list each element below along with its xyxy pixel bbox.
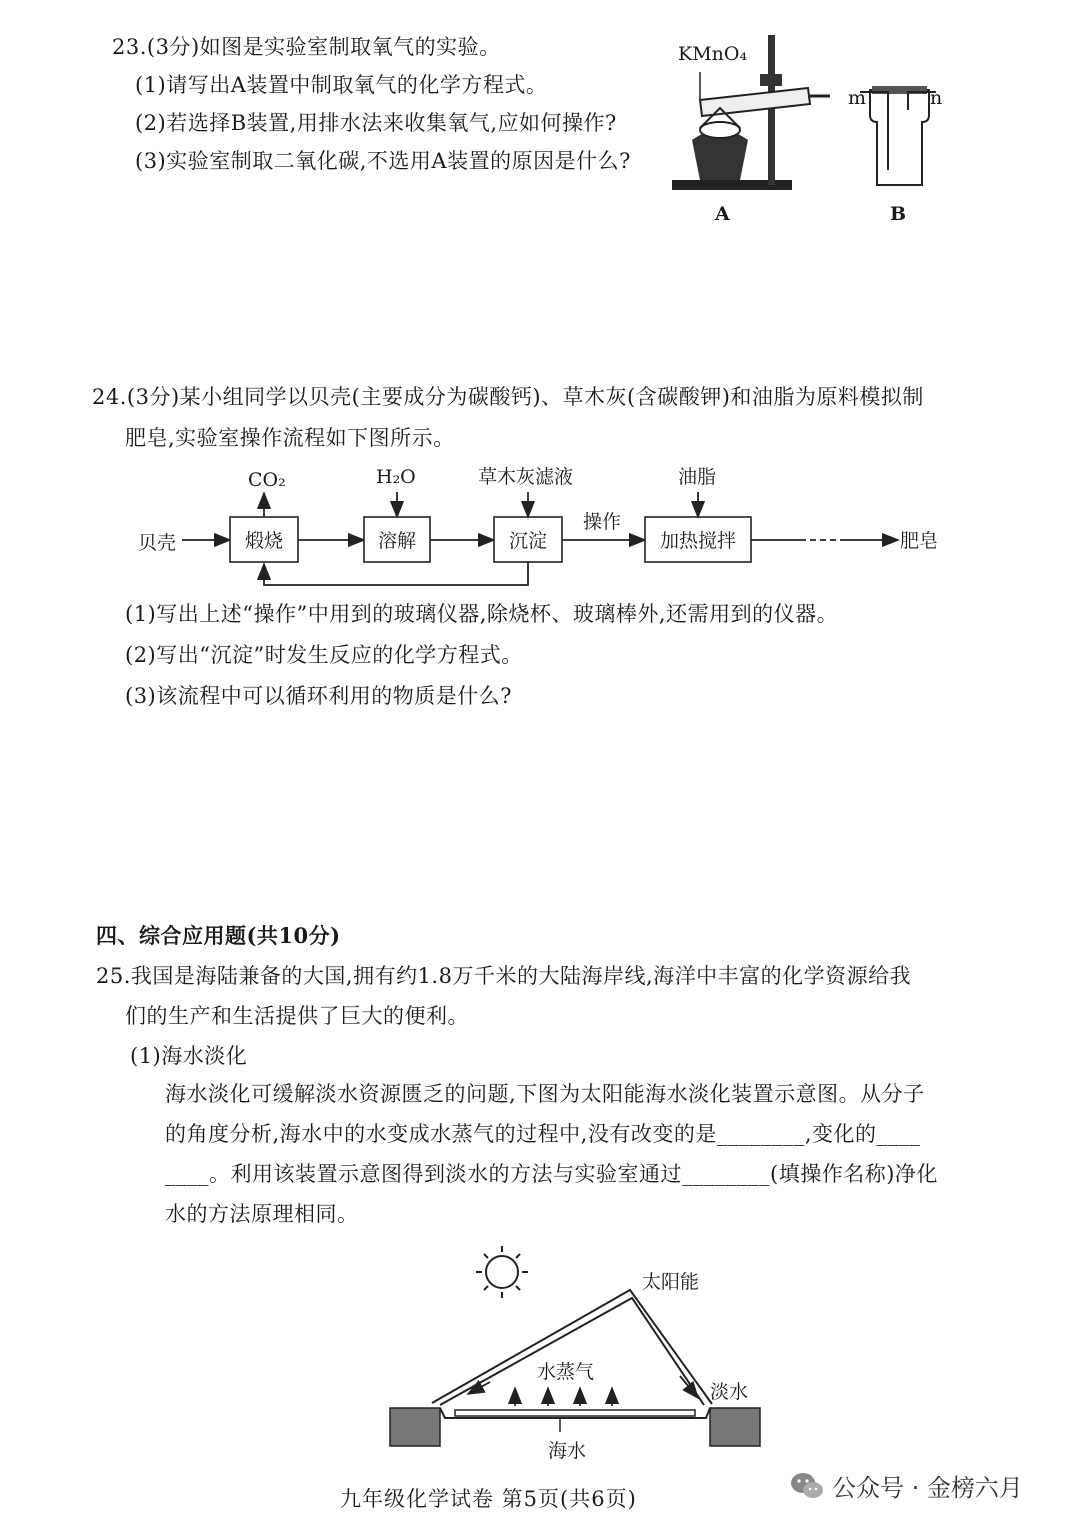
q23-part3: (3)实验室制取二氧化碳,不选用A装置的原因是什么? [135, 149, 631, 173]
q23-part1: (1)请写出A装置中制取氧气的化学方程式。 [135, 73, 548, 97]
port-n-label: n [930, 87, 943, 109]
flow-step-precipitate: 沉淀 [509, 530, 548, 552]
label-a: A [715, 203, 730, 225]
flow-step-dissolve: 溶解 [378, 530, 417, 552]
q25-sub1-line3: ____。利用该装置示意图得到淡水的方法与实验室通过________(填操作名称)净化 [165, 1162, 938, 1186]
flow-co2: CO₂ [248, 469, 286, 491]
q24-stem-line2: 肥皂,实验室操作流程如下图所示。 [125, 426, 455, 450]
port-m-label: m [848, 87, 867, 109]
section4-title: 四、综合应用题(共10分) [96, 923, 341, 948]
q25-sub1-line4: 水的方法原理相同。 [165, 1202, 359, 1226]
q24-stem-line1: 24.(3分)某小组同学以贝壳(主要成分为碳酸钙)、草木灰(含碳酸钾)和油脂为原料模拟制 [92, 385, 924, 409]
q25-sub1-title: (1)海水淡化 [130, 1044, 248, 1068]
page-footer: 九年级化学试卷 第5页(共6页) [340, 1487, 637, 1511]
watermark [790, 1468, 1023, 1503]
wechat-icon [790, 1471, 824, 1501]
q25-stem-line1: 25.我国是海陆兼备的大国,拥有约1.8万千米的大陆海岸线,海洋中丰富的化学资源给我 [96, 964, 912, 988]
q24-part2: (2)写出“沉淀”时发生反应的化学方程式。 [125, 643, 523, 667]
q24-part1: (1)写出上述“操作”中用到的玻璃仪器,除烧杯、玻璃棒外,还需用到的仪器。 [125, 602, 839, 626]
q23-part2: (2)若选择B装置,用排水法来收集氧气,应如何操作? [135, 111, 617, 135]
flow-filtrate: 草木灰滤液 [478, 466, 574, 488]
flow-step-heat-stir: 加热搅拌 [660, 530, 737, 552]
label-b: B [890, 203, 907, 225]
q25-sub1-line2: 的角度分析,海水中的水变成水蒸气的过程中,没有改变的是________,变化的____ [165, 1122, 921, 1146]
q25-sub1-line1: 海水淡化可缓解淡水资源匮乏的问题,下图为太阳能海水淡化装置示意图。从分子 [165, 1082, 925, 1106]
q23-stem: 23.(3分)如图是实验室制取氧气的实验。 [112, 35, 501, 59]
flow-step-calcine: 煅烧 [245, 530, 284, 552]
kmno4-label: KMnO₄ [678, 43, 748, 65]
fig-seawater-label: 海水 [548, 1440, 587, 1462]
fig-vapor-label: 水蒸气 [537, 1361, 595, 1383]
flow-start: 贝壳 [138, 532, 177, 554]
flow-operation-label: 操作 [583, 511, 622, 533]
flow-oil: 油脂 [678, 466, 717, 488]
fig-solar-label: 太阳能 [642, 1271, 700, 1293]
watermark-text: 公众号 · 金榜六月 [832, 1474, 1023, 1502]
fig-freshwater-label: 淡水 [710, 1381, 749, 1403]
q24-part3: (3)该流程中可以循环利用的物质是什么? [125, 684, 513, 708]
flow-h2o: H₂O [376, 466, 416, 488]
flow-end: 肥皂 [900, 530, 939, 552]
sun-icon [476, 1246, 528, 1298]
q25-stem-line2: 们的生产和生活提供了巨大的便利。 [125, 1004, 469, 1028]
